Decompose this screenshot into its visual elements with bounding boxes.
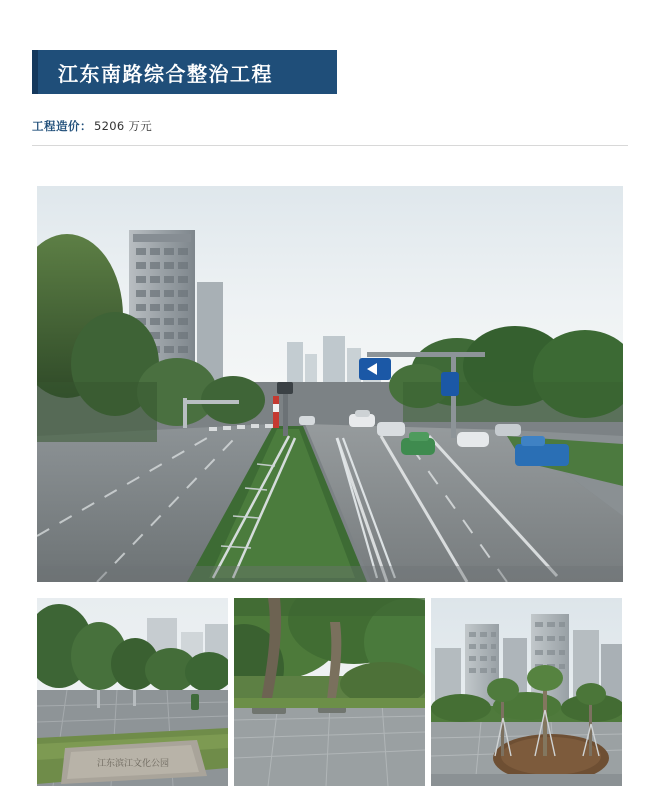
cost-label: 工程造价： (32, 119, 92, 133)
cost-value: 5206 万元 (94, 119, 153, 133)
thumb-photo-residential (431, 598, 622, 786)
header-divider (32, 145, 628, 146)
thumbnail-photo-row (37, 598, 623, 786)
thumb-photo-greenway (234, 598, 425, 786)
project-title-banner (32, 50, 337, 94)
hero-photo-road (37, 186, 623, 582)
project-cost (32, 118, 152, 134)
svg-text:江东滨江文化公园: 江东滨江文化公园 (96, 759, 170, 769)
thumb-photo-park-entrance (37, 598, 228, 786)
page-title: 江东南路综合整治工程 (58, 61, 273, 86)
